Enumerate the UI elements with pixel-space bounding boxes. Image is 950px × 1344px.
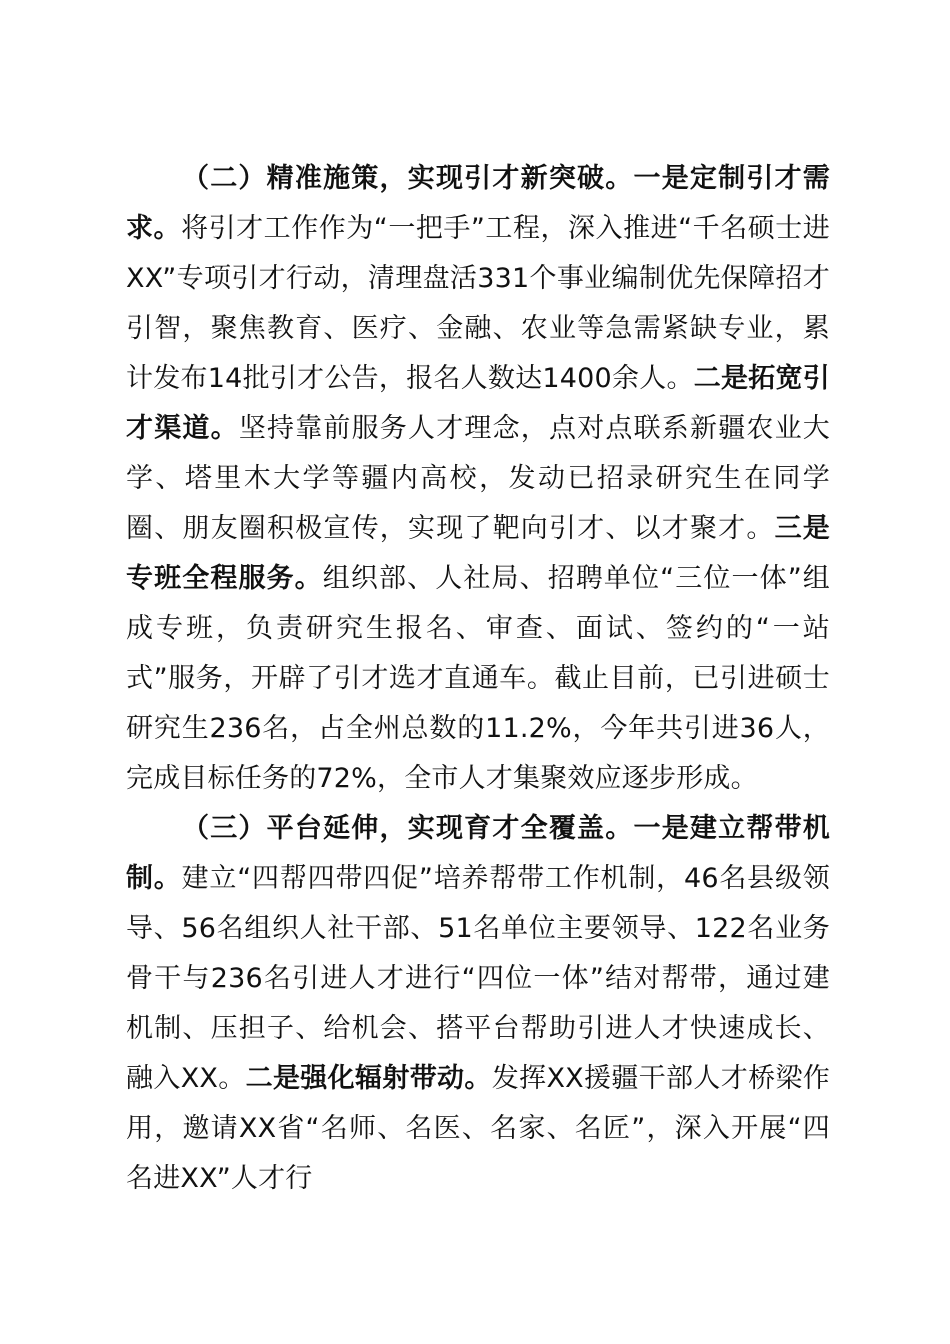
section-three-item-1-text: 建立“四帮四带四促”培养帮带工作机制，46名县级领导、56名组织人社干部、51名单位主要领导、122名业务骨干与236名引进人才进行“四位一体”结对帮带，通过建机制、压担子、给机会、搭平台帮助引进人才快速成长、融入XX。 <box>126 863 830 1094</box>
section-three-heading: （三）平台延伸，实现育才全覆盖。 <box>182 813 634 844</box>
section-two-item-1-text: 将引才工作作为“一把手”工程，深入推进“千名硕士进XX”专项引才行动，清理盘活331个事业编制优先保障招才引智，聚焦教育、医疗、金融、农业等急需紧缺专业，累计发布14批引才公告，报名人数达1400余人。 <box>126 213 831 394</box>
section-three-item-2-text: 发挥XX援疆干部人才桥梁作用，邀请XX省“名师、名医、名家、名匠”，深入开展“四名进XX”人才行 <box>126 1063 830 1194</box>
section-two-paragraph <box>126 154 830 804</box>
section-two-item-3-lead: 三是专班全程服务。 <box>126 513 830 594</box>
section-three-item-1-lead: 一是建立帮带机制。 <box>126 813 830 894</box>
section-two-item-2-text: 坚持靠前服务人才理念，点对点联系新疆农业大学、塔里木大学等疆内高校，发动已招录研究生在同学圈、朋友圈积极宣传，实现了靶向引才、以才聚才。 <box>126 413 830 544</box>
document-body <box>126 154 830 1204</box>
section-two-item-2-lead: 二是拓宽引才渠道。 <box>126 363 830 444</box>
section-two-heading: （二）精准施策，实现引才新突破。 <box>182 163 634 194</box>
section-two-item-1-lead: 一是定制引才需求。 <box>126 163 830 244</box>
section-three-paragraph <box>126 804 830 1204</box>
section-three-item-2-lead: 二是强化辐射带动。 <box>245 1063 492 1094</box>
section-two-item-3-text: 组织部、人社局、招聘单位“三位一体”组成专班，负责研究生报名、审查、面试、签约的“一站式”服务，开辟了引才选才直通车。截止目前，已引进硕士研究生236名，占全州总数的11.2%，今年共引进36人，完成目标任务的72%，全市人才集聚效应逐步形成。 <box>126 563 830 794</box>
